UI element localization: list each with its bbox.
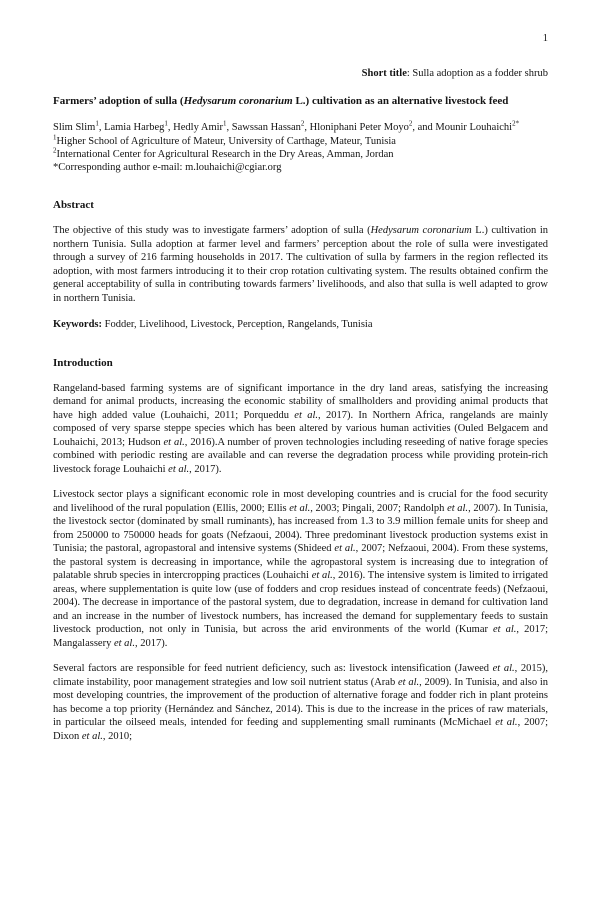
affiliation-2: $^2$International Center for Agricultural Research in the Dry Areas, Amman, Jordan xyxy=(53,146,394,160)
paper-title: Farmers’ adoption of sulla (Hedysarum coronarium L.) cultivation as an alternative livestock feed xyxy=(53,94,509,107)
author-list: Slim Slim$^1$, Lamia Harbeg$^1$, Hedly Amir$^1$, Sawssan Hassan$^2$, Hloniphani Peter Moyo$^2$, and Mounir Louhaichi$^{2*}$ xyxy=(53,119,520,133)
short-title: Short title: Sulla adoption as a fodder shrub xyxy=(361,68,548,79)
corresponding-author-line: *Corresponding author e-mail: m.louhaichi@cgiar.org xyxy=(53,161,282,173)
section-heading-abstract: Abstract xyxy=(53,199,94,212)
intro-paragraph-1: Rangeland-based farming systems are of significant importance in the dry land areas, satisfying the increasing demand for animal products, increasing the economic stability of smallholders and providing animal products that have high added value (Louhaichi, 2011; Porqueddu et al., 2017). In Northern Africa, rangelands are mainly composed of very sparse steppe species which has been altered by various human activities (Ouled Belgacem and Louhaichi, 2013; Hudson et al., 2016).A number of proven technologies including reseeding of native forage species combined with periodic resting are available and can reverse the degradation process while providing protein-rich livestock forage Louhaichi et al., 2017). xyxy=(53,382,549,475)
affiliation-1: $^1$Higher School of Agriculture of Mateur, University of Carthage, Mateur, Tunisia xyxy=(53,133,396,147)
intro-paragraph-2: Livestock sector plays a significant economic role in most developing countries and is crucial for the food security and livelihood of the rural population (Ellis, 2000; Ellis et al., 2003; Pingali, 2007; Randolph et al., 2007). In Tunisia, the livestock sector (dominated by small ruminants), has increased from 1.3 to 3.9 million female units for sheep and from 250000 to 750000 heads for goats (Nefzaoui, 2004). Three predominant livestock production systems exist in Tunisia; the pastoral, agropastoral and intensive systems (Shideed et al., 2007; Nefzaoui, 2004). From these systems, the pastoral system is decreasing in importance, while the agropastoral system is increasing due to integration of palatable shrub species in intercropping practices (Louhaichi et al., 2016). The intensive system is limited to irrigated areas, where supplementation is quite low (use of fodders and crop residues instead of concentrate feeds) (Nefzaoui, 2004). The decrease in importance of the pastoral system, due to degradation, increase in demand for cultivation land and an increase in the number of livestock numbers, has increased the demand for supplementary feeds to sustain livestock production, not only in Tunisia, but across the arid environments of the world (Kumar et al., 2017; Mangalassery et al., 2017). xyxy=(53,489,548,649)
section-heading-introduction: Introduction xyxy=(53,356,113,369)
abstract-paragraph: The objective of this study was to investigate farmers’ adoption of sulla (Hedysarum coronarium L.) cultivation in northern Tunisia. Sulla adoption at farmer level and farmers’ perception about the role of sulla were investigated through a survey of 216 farming households in 2017. The cultivation of sulla by farmers in the region reflected its adoption, with most farmers introducing it to their crop rotation cultivating system. The results obtained confirm the general acceptability of sulla in contributing towards farmers’ livelihoods, and also that sulla is well adapted to grow in northern Tunisia. xyxy=(53,225,548,304)
intro-paragraph-3: Several factors are responsible for feed nutrient deficiency, such as: livestock intensification (Jaweed et al., 2015), climate instability, poor management strategies and low soil nutrient status (Arab et al., 2009). In Tunisia, and also in most developing countries, the improvement of the production of alternative forage and fodder rich in plant proteins has become a top priority (Hernández and Sánchez, 2014). This is due to the increase in the prices of raw materials, in particular the oilseed meals, intended for feeding and supplementing small ruminants (McMichael et al., 2007; Dixon et al., 2010; xyxy=(53,663,549,742)
keywords-line: Keywords: Fodder, Livelihood, Livestock, Perception, Rangelands, Tunisia xyxy=(53,319,373,331)
page-number: 1 xyxy=(542,33,548,44)
